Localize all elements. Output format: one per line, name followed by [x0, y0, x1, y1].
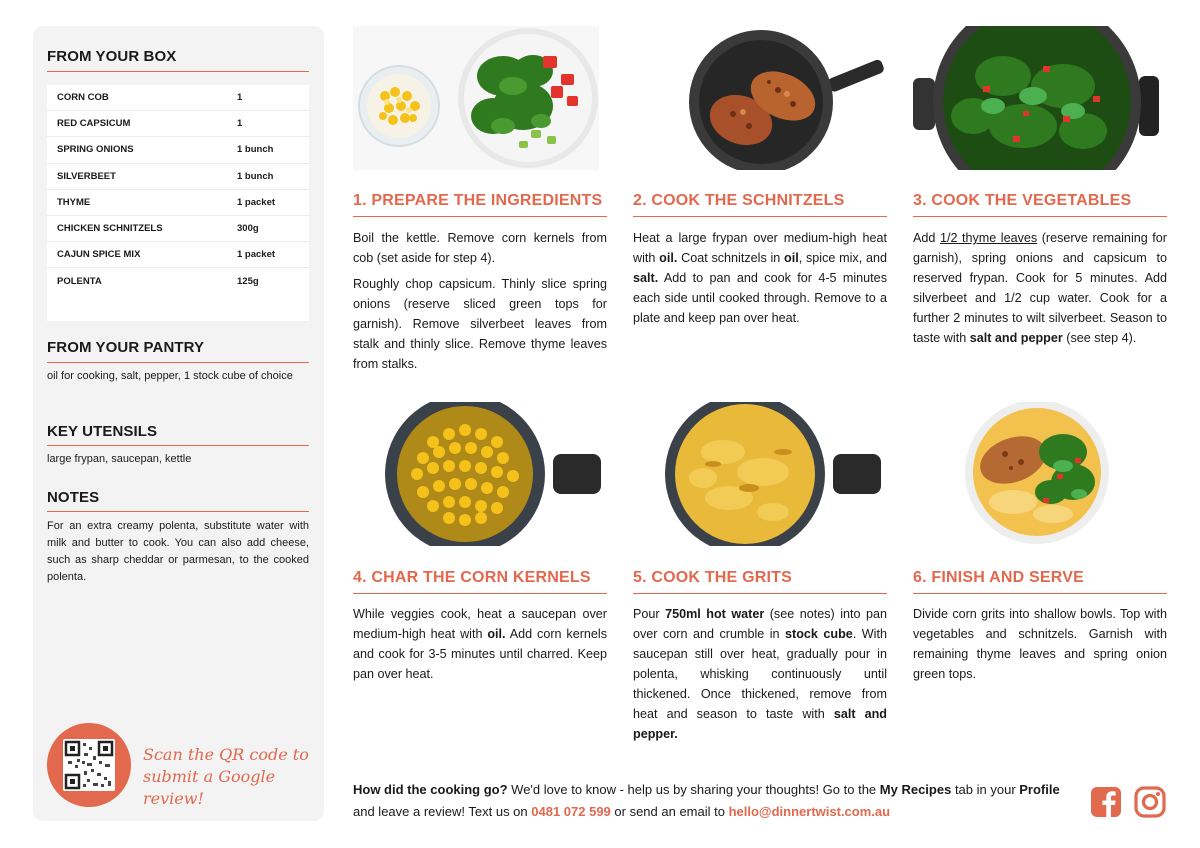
phone-number[interactable]: 0481 072 599 — [531, 804, 611, 819]
divider — [913, 593, 1167, 594]
qr-caption — [143, 744, 313, 810]
step-6-photo — [913, 402, 1167, 546]
ingredient-qty: 300g — [237, 223, 259, 235]
step-1-body — [353, 228, 607, 380]
text: Add — [913, 231, 940, 245]
utensils-text: large frypan, saucepan, kettle — [47, 453, 192, 465]
table-row — [47, 137, 309, 163]
step-4-photo — [353, 402, 607, 546]
text: We'd love to know - help us by sharing your thoughts! Go to the — [507, 782, 880, 797]
table-row — [47, 242, 309, 268]
notes-title: NOTES — [47, 489, 100, 506]
step-6-body — [913, 604, 1167, 690]
email-link[interactable]: hello@dinnertwist.com.au — [728, 804, 891, 819]
qr-caption-line: submit a Google review! — [143, 767, 276, 808]
step-2-title: 2. COOK THE SCHNITZELS — [633, 192, 845, 209]
table-row — [47, 85, 309, 111]
ingredient-name: SPRING ONIONS — [57, 144, 134, 156]
step-1-paragraph: Boil the kettle. Remove corn kernels from cob (set aside for step 4). — [353, 231, 607, 265]
qr-caption-line: Scan the QR code to — [143, 745, 309, 764]
ingredient-qty: 125g — [237, 275, 259, 287]
from-box-title: FROM YOUR BOX — [47, 48, 177, 65]
text: Add to pan and cook for 4-5 minutes each side until cooked through. Remove to a plate and keep pan over heat. — [633, 271, 887, 325]
step-4-title: 4. CHAR THE CORN KERNELS — [353, 569, 591, 586]
bold-text: 750ml hot water — [665, 607, 765, 621]
text: tab in your — [951, 782, 1020, 797]
bold-text: salt and pepper. — [633, 707, 887, 741]
ingredient-qty: 1 packet — [237, 249, 276, 261]
text: While veggies cook, heat a saucepan over medium-high heat with — [353, 607, 607, 641]
ingredients-table — [47, 85, 309, 321]
text: , spice mix, and — [798, 251, 887, 265]
bold-text: salt. — [633, 271, 659, 285]
ingredient-name: THYME — [57, 196, 91, 208]
table-row — [47, 111, 309, 137]
text: (see step 4). — [1062, 331, 1137, 345]
notes-text: For an extra creamy polenta, substitute water with milk and butter to cook. You can also add cheese, such as sharp cheddar or parmesan, to the cooked polenta. — [47, 520, 309, 583]
step-2-body — [633, 228, 887, 334]
ingredient-qty: 1 bunch — [237, 170, 274, 182]
step-3-body — [913, 228, 1167, 354]
text: Coat schnitzels in — [677, 251, 785, 265]
step-5-photo — [633, 402, 887, 546]
step-6-title: 6. FINISH AND SERVE — [913, 569, 1084, 586]
divider — [353, 216, 607, 217]
ingredient-name: CHICKEN SCHNITZELS — [57, 223, 163, 235]
divider — [633, 593, 887, 594]
pantry-text: oil for cooking, salt, pepper, 1 stock cube of choice — [47, 370, 293, 382]
underlined-text: 1/2 thyme leaves — [939, 231, 1038, 245]
divider — [633, 216, 887, 217]
divider — [353, 593, 607, 594]
text: . With saucepan still over heat, gradually pour in polenta, whisking continuously until thickened. Once thickened, remove from heat and season to taste with — [633, 627, 887, 721]
instagram-icon[interactable] — [1134, 786, 1166, 818]
step-4-body — [353, 604, 607, 690]
bold-text: oil. — [487, 627, 506, 641]
divider — [47, 445, 309, 446]
divider — [913, 216, 1167, 217]
ingredient-name: CAJUN SPICE MIX — [57, 249, 141, 261]
bold-text: How did the cooking go? — [353, 782, 508, 797]
divider — [47, 362, 309, 363]
ingredient-name: RED CAPSICUM — [57, 118, 131, 130]
step-2-photo — [633, 26, 887, 170]
step-3-photo — [913, 26, 1167, 170]
bold-text: stock cube — [785, 627, 853, 641]
text: Add corn kernels and cook for 3-5 minutes until charred. Keep pan over heat. — [353, 627, 607, 681]
table-row — [47, 216, 309, 242]
bold-text: salt and pepper — [969, 331, 1063, 345]
text: and leave a review! Text us on — [353, 804, 532, 819]
step-1-title: 1. PREPARE THE INGREDIENTS — [353, 192, 603, 209]
ingredient-name: CORN COB — [57, 92, 109, 104]
divider — [47, 511, 309, 512]
divider — [47, 71, 309, 72]
step-1-paragraph: Roughly chop capsicum. Thinly slice spring onions (reserve sliced green tops for garnish). Remove silverbeet leaves from stalk and thinly slice. Remove thyme leaves from stalks. — [353, 277, 607, 371]
step-5-title: 5. COOK THE GRITS — [633, 569, 792, 586]
ingredient-qty: 1 bunch — [237, 144, 274, 156]
table-row — [47, 164, 309, 190]
qr-badge — [47, 723, 131, 807]
step-1-photo — [353, 26, 599, 170]
text: or send an email to — [610, 804, 729, 819]
profile-link: Profile — [1019, 782, 1060, 797]
step-3-title: 3. COOK THE VEGETABLES — [913, 192, 1132, 209]
sidebar — [33, 26, 324, 821]
review-footer — [353, 779, 1073, 823]
ingredient-qty: 1 packet — [237, 196, 276, 208]
ingredient-name: POLENTA — [57, 275, 102, 287]
text: Heat a large frypan over medium-high heat with — [633, 231, 887, 265]
bold-text: oil — [784, 251, 799, 265]
text: Pour — [633, 607, 666, 621]
utensils-title: KEY UTENSILS — [47, 423, 158, 440]
text: (see notes) into pan over corn and crumble in — [633, 607, 887, 641]
pantry-title: FROM YOUR PANTRY — [47, 339, 205, 356]
qr-code-icon[interactable] — [63, 739, 115, 791]
step-5-body — [633, 604, 887, 750]
text: (reserve remaining for garnish), spring onions and capsicum to reserved frypan. Cook for 5 minutes. Add silverbeet and 1/2 cup water. Cook for a further 2 minutes to wilt silverbeet. Season to taste with — [913, 231, 1167, 345]
ingredient-name: SILVERBEET — [57, 170, 116, 182]
ingredient-qty: 1 — [237, 92, 243, 104]
facebook-icon[interactable] — [1090, 786, 1122, 818]
ingredient-qty: 1 — [237, 118, 243, 130]
step-6-paragraph: Divide corn grits into shallow bowls. Top with vegetables and schnitzels. Garnish with remaining thyme leaves and spring onion green tops. — [913, 607, 1167, 681]
bold-text: oil. — [659, 251, 678, 265]
table-row — [47, 190, 309, 216]
my-recipes-link: My Recipes — [879, 782, 952, 797]
table-row — [47, 268, 309, 294]
